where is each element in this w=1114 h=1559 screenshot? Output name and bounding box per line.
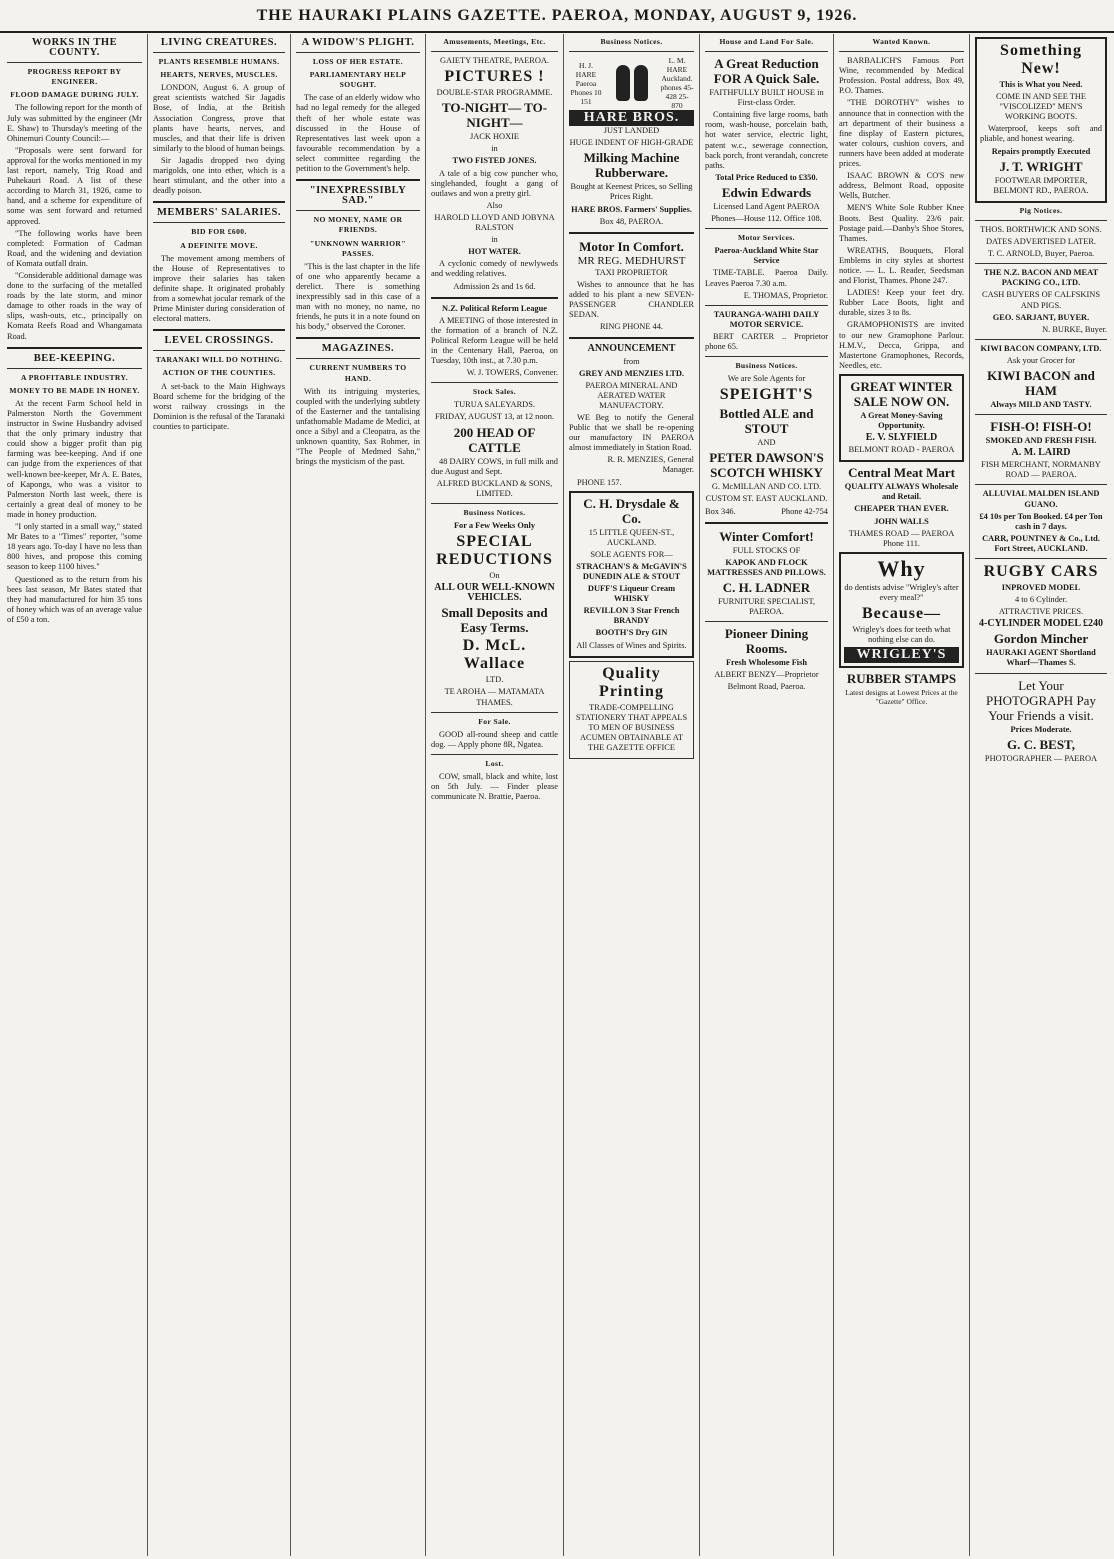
ad-text: Total Price Reduced to £350. [715, 172, 818, 182]
ad-text: KAPOK AND FLOCK MATTRESSES AND PILLOWS. [707, 557, 826, 577]
ad-text: LADIES! Keep your feet dry. Rubber Lace Boots, light and durable, sizes 3 to 8s. [839, 288, 964, 318]
ad-text: L. M. HARE Auckland. phones 45-428 25-870 [660, 56, 694, 111]
winter-sale-ad [839, 374, 964, 462]
ad-title: Small Deposits and Easy Terms. [441, 605, 548, 636]
ad-title: Paeroa-Auckland White Star Service [714, 246, 819, 266]
article-paragraph: The movement among members of the House of Representatives to improve their salaries has taken definite shape. It originated probably from a somewhat jocular remark of the Prime Minister during consideration of electoral matters. [153, 253, 285, 324]
ad-title: Bottled ALE and STOUT [719, 406, 814, 437]
columns [2, 34, 1112, 1556]
ad-text: COW, small, black and white, lost on 5th July. — Finder please communicate N. Brattie, Paeroa. [431, 772, 558, 802]
headline-level-crossings: LEVEL CROSSINGS. [164, 335, 274, 347]
ad-text: Bought at Keenest Prices, so Selling Prices Right. [570, 182, 693, 202]
ad-title: C. H. LADNER [722, 579, 811, 595]
ad-text: TRADE-COMPELLING STATIONERY THAT APPEALS TO MEN OF BUSINESS ACUMEN OBTAINABLE AT THE GAZETTE OFFICE [575, 702, 688, 753]
ad-title: Edwin Edwards [721, 184, 812, 200]
ad-text: N. BURKE, Buyer. [1042, 324, 1107, 334]
ad-text: GEO. SARJANT, BUYER. [992, 312, 1090, 322]
ad-title: TO-NIGHT— TO-NIGHT— [441, 100, 548, 131]
ad-text: TAXI PROPRIETOR [595, 267, 668, 277]
article-paragraph: "I only started in a small way," stated Mr Bates to a "Times" reporter, "some 18 years ago. To-day I have no less than 800 hives, and propose this coming season to keep 1100 hives." [7, 522, 142, 572]
section-header: Lost. [485, 758, 504, 768]
ad-text: LTD. [485, 675, 504, 685]
ad-title: Pioneer Dining Rooms. [724, 626, 809, 657]
headline-inexpressibly-sad: "INEXPRESSIBLY SAD." [309, 185, 407, 207]
ad-text: CUSTOM ST. EAST AUCKLAND. [705, 494, 828, 504]
article-paragraph: LONDON, August 6. A group of great scientists watched Sir Jagadis Bose, of India, at the British Association Congress, prove that plants have hearts, nerves, and muscles, and that their life is driven similarly to the blood of human beings. [153, 83, 285, 153]
ad-text: COME IN AND SEE THE "VISCOLIZED" MEN'S WORKING BOOTS. [995, 92, 1087, 122]
ad-title: PETER DAWSON'S SCOTCH WHISKY [709, 450, 824, 481]
column-6 [700, 34, 834, 1556]
ad-text: BERT CARTER .. Proprietor phone 65. [705, 331, 828, 351]
column-8 [970, 34, 1112, 1556]
subhead: MONEY TO BE MADE IN HONEY. [9, 385, 140, 395]
headline-magazines: MAGAZINES. [321, 343, 395, 355]
ad-text: TWO FISTED JONES. [452, 156, 537, 166]
hare-logo-icon [616, 60, 648, 106]
hare-bros-banner: HARE BROS. [569, 110, 694, 126]
ad-title: N.Z. Political Reform League [442, 303, 547, 313]
section-header: For Sale. [478, 716, 511, 726]
article-paragraph: A set-back to the Main Highways Board scheme for the bridging of the worst railway crossings in the Dominion is the refusal of the Taranaki counties to participate. [153, 381, 285, 431]
subhead: NO MONEY, NAME OR FRIENDS. [313, 215, 403, 235]
ad-text: Fresh Wholesome Fish [725, 658, 808, 668]
ad-title: Why [877, 555, 926, 581]
ad-text: FRIDAY, AUGUST 13, at 12 noon. [435, 412, 554, 422]
ad-text: HUGE INDENT OF HIGH-GRADE [569, 138, 694, 148]
headline-living-creatures: LIVING CREATURES. [160, 37, 278, 48]
ad-text: Waterproof, keeps soft and pliable, and honest wearing. [980, 124, 1102, 144]
ad-text: A cyclonic comedy of newlyweds and wedding relatives. [431, 259, 558, 279]
ad-text: TURUA SALEYARDS. [454, 400, 535, 410]
wrigleys-logo: WRIGLEY'S [844, 647, 959, 663]
article-paragraph: The case of an elderly widow who had no legal remedy for the alleged theft of her whole estate was discussed in the House of Representatives last week upon a favourable recommendation by a select committee regarding the petition to the Government's help. [296, 93, 420, 174]
headline-works: WORKS IN THE COUNTY. [31, 37, 118, 59]
ad-title: FISH-O! FISH-O! [990, 419, 1092, 435]
ad-text: CASH BUYERS OF CALFSKINS AND PIGS. [982, 290, 1100, 310]
ad-title: SPEIGHT'S [719, 386, 814, 404]
ad-title: Milking Machine Rubberware. [583, 150, 680, 181]
subhead: ACTION OF THE COUNTIES. [162, 368, 276, 378]
ad-text: Prices Moderate. [1010, 724, 1072, 734]
ad-text: THAMES ROAD — PAEROA Phone 111. [848, 528, 955, 548]
ad-text: KIWI BACON COMPANY, LTD. [980, 343, 1102, 353]
ad-title: PICTURES ! [444, 68, 545, 86]
ad-text: FAITHFULLY BUILT HOUSE in First-class Order. [709, 88, 824, 108]
ad-text: THE N.Z. BACON AND MEAT PACKING CO., LTD. [983, 268, 1099, 288]
subhead: TARANAKI WILL DO NOTHING. [155, 355, 283, 365]
section-header: Business Notices. [463, 507, 526, 517]
ad-text: WE Beg to notify the General Public that we shall be re-opening our manufactory IN PAEROA almost immediately in Station Road. [569, 412, 694, 453]
ad-title: RUBBER STAMPS [846, 671, 957, 687]
ad-text: JUST LANDED [603, 126, 660, 136]
ad-title: D. McL. Wallace [462, 637, 527, 673]
ad-text: 15 LITTLE QUEEN-ST., AUCKLAND. [588, 527, 675, 547]
ad-text: T. C. ARNOLD, Buyer, Paeroa. [987, 249, 1095, 259]
ad-title: 200 HEAD OF CATTLE [453, 424, 536, 455]
ad-title: A Great Reduction FOR A Quick Sale. [713, 56, 820, 87]
ad-text: INPROVED MODEL [1001, 583, 1081, 592]
article-paragraph: The following report for the month of July was submitted by the engineer (Mr E. Shaw) to Thursday's meeting of the Ohinemuri County Council:— [7, 103, 142, 143]
ad-title: J. T. WRIGHT [999, 158, 1083, 174]
ad-text: Wishes to announce that he has added to his plant a new SEVEN-PASSENGER CHANDLER SEDAN. [569, 279, 694, 320]
ad-text: THOS. BORTHWICK AND SONS. [980, 224, 1102, 234]
ad-text: CHEAPER THAN EVER. [854, 504, 949, 514]
ad-title: Quality Printing [599, 664, 664, 700]
column-2 [148, 34, 291, 1556]
ad-text: A tale of a big cow puncher who, singlehanded, fought a gang of outlaws and won a pretty girl. [431, 168, 558, 198]
ad-text: BARBALICH'S Famous Port Wine, recommended by Medical Profession. Postal address, Box 49, P.O. Thames. [839, 56, 964, 96]
section-header: Business Notices. [735, 361, 798, 371]
section-header: Stock Sales. [472, 387, 517, 397]
ad-text: All Classes of Wines and Spirits. [576, 640, 687, 650]
masthead: THE HAURAKI PLAINS GAZETTE. PAEROA, MONDAY, AUGUST 9, 1926. [256, 7, 858, 24]
ad-text: Box 346. [705, 506, 736, 516]
ad-text: For a Few Weeks Only [453, 521, 536, 530]
ad-text: We are Sole Agents for [727, 374, 806, 384]
column-5 [564, 34, 700, 1556]
article-paragraph: "This is the last chapter in the life of one who apparently became a derelict. There is something inexpressibly sad in this case of a man with no money, no name, no friends, he puts it in a note found on his body," observed the Coroner. [296, 261, 420, 332]
ad-text: ALBERT BENZY—Proprietor [714, 670, 819, 680]
article-paragraph: Questioned as to the return from his bees last season, Mr Bates stated that they had manufactured for him 35 tons of honey which was of an average value of £50 a ton. [7, 574, 142, 624]
ad-text: Ask your Grocer for [1006, 355, 1076, 365]
column-3 [291, 34, 426, 1556]
ad-title: ALLUVIAL MALDEN ISLAND GUANO. [982, 489, 1100, 509]
ad-title: Central Meat Mart [848, 465, 955, 481]
subhead: CURRENT NUMBERS TO HAND. [309, 363, 407, 383]
article-paragraph: "The following works have been completed: Formation of Cadman Road, and the widening and deviation of Komata outfall drain. [7, 228, 142, 268]
ad-text: MR REG. MEDHURST [577, 254, 686, 267]
ad-title: C. H. Drysdale & Co. [583, 495, 680, 526]
ad-text: 4-CYLINDER MODEL £240 [979, 618, 1103, 630]
ad-text: QUALITY ALWAYS Wholesale and Retail. [844, 482, 959, 502]
subhead: PARLIAMENTARY HELP SOUGHT. [309, 70, 407, 90]
ad-title: Because— [861, 605, 942, 623]
article-paragraph: Sir Jagadis dropped two dying marigolds, one into ether, which is a heart stimulant, and the other into a deadly poison. [153, 155, 285, 196]
ad-text: FULL STOCKS OF [732, 545, 801, 555]
article-paragraph: "Proposals were sent forward for approval for the works mentioned in my last report, namely, Trig Road and Puhekauri Road. A list of these according to March 31, 1926, came to hand, and a scheme for expenditure of some was sent forward and returned approved. [7, 145, 142, 226]
ad-text: HOT WATER. [468, 247, 521, 257]
ad-text: PHONE 157. [577, 477, 622, 487]
ad-text: £4 10s per Ton Booked. £4 per Ton cash in 7 days. [979, 511, 1103, 531]
subhead: PROGRESS REPORT BY ENGINEER. [27, 67, 122, 87]
masthead-rule [0, 31, 1114, 33]
ad-text: R. R. MENZIES, General Manager. [607, 455, 694, 475]
ad-text: This is What you Need. [999, 80, 1083, 89]
drysdale-ad [569, 491, 694, 658]
ad-title: Gordon Mincher [993, 631, 1089, 647]
ad-text: from [623, 356, 640, 366]
ad-text: JACK HOXIE [469, 132, 520, 142]
ad-text: ISAAC BROWN & CO'S new address, Belmont Road, opposite Wells, Butcher. [839, 171, 964, 201]
ad-text: ALL OUR WELL-KNOWN VEHICLES. [434, 582, 555, 604]
ad-text: DOUBLE-STAR PROGRAMME. [436, 88, 553, 98]
ad-text: JOHN WALLS [874, 516, 929, 526]
ad-text: Also [486, 200, 503, 210]
subhead: PLANTS RESEMBLE HUMANS. [158, 57, 280, 67]
wrigleys-ad [839, 552, 964, 668]
ad-title: SPECIAL REDUCTIONS [436, 533, 553, 569]
ad-text: CARR, POUNTNEY & Co., Ltd. Fort Street, AUCKLAND. [982, 533, 1100, 553]
ad-text: HARE BROS. Farmers' Supplies. [571, 204, 692, 214]
article-paragraph: "Considerable additional damage was done to the surfacing of the metalled roads by the late storm, and minor damage to other roads in the way of slips, wash-outs, etc., principally on Komata Reefs Road and Whangamata Road. [7, 270, 142, 341]
ad-text: GOOD all-round sheep and cattle dog. — Apply phone 8R, Ngatea. [431, 729, 558, 749]
ad-text: G. McMILLAN AND CO. LTD. [711, 482, 822, 492]
subhead: BID FOR £600. [191, 227, 247, 237]
ad-text: FOOTWEAR IMPORTER, BELMONT RD., PAEROA. [993, 175, 1089, 195]
section-header: Pig Notices. [1019, 205, 1063, 215]
ad-text: FURNITURE SPECIALIST, PAEROA. [717, 596, 816, 616]
section-header: Wanted Known. [872, 37, 931, 46]
ad-text: A MEETING of those interested in the formation of a branch of N.Z. Political Reform League will be held in the Centenary Hall, Paeroa, on Tuesday, 10th inst., at 7.30 p.m. [431, 315, 558, 366]
subhead: LOSS OF HER ESTATE. [312, 57, 404, 67]
section-header: Motor Services. [738, 233, 795, 243]
subhead: FLOOD DAMAGE DURING JULY. [10, 90, 139, 100]
ad-text: RING PHONE 44. [599, 322, 664, 332]
ad-text: FISH MERCHANT, NORMANBY ROAD — PAEROA. [981, 460, 1101, 480]
ad-text: HAURAKI AGENT Shortland Wharf—Thames S. [986, 648, 1096, 668]
ad-text: H. J. HARE Paeroa Phones 10 151 [570, 60, 602, 106]
ad-text: MEN'S White Sole Rubber Knee Boots. Best Quality. 23/6 pair. Postage paid.—Danby's Shoe Stores, Thames. [839, 203, 964, 243]
ad-text: Repairs promptly Executed [991, 146, 1091, 156]
ad-text: Licensed Land Agent PAEROA [713, 201, 820, 211]
ad-title: Something New! [1000, 42, 1082, 77]
ad-text: HAROLD LLOYD AND JOBYNA RALSTON [434, 212, 555, 233]
ad-text: W. J. TOWERS, Convener. [466, 368, 558, 378]
ad-text: E. V. SLYFIELD [865, 432, 938, 444]
ad-text: REVILLON 3 Star French BRANDY [583, 606, 680, 626]
ad-text: Belmont Road, Paeroa. [727, 682, 806, 692]
ad-text: BOOTH'S Dry GIN [595, 628, 668, 638]
ad-title: KIWI BACON and HAM [987, 367, 1095, 398]
ad-title: GREAT WINTER SALE NOW ON. [850, 378, 953, 409]
ad-text: in [491, 144, 498, 154]
subhead: HEARTS, NERVES, MUSCLES. [160, 70, 278, 80]
ad-text: A Great Money-Saving Opportunity. [860, 410, 943, 430]
ad-text: A. M. LAIRD [1011, 447, 1071, 459]
ad-text: do dentists advise "Wrigley's after every meal?" [844, 582, 959, 602]
ad-text: BELMONT ROAD - PAEROA [848, 445, 955, 455]
section-header: Business Notices. [600, 37, 663, 46]
ad-text: SMOKED AND FRESH FISH. [985, 436, 1097, 446]
article-paragraph: At the recent Farm School held in Palmerston North the Government instructor in Swine Husbandry advised that the only primary industry that could show a bigger profit than pig farming was bee-keeping. And if one can judge from the experiences of that well-known bee-keeper, Mr A. E. Bates, of Kapongs, who was a visitor to Palmerston North last week, there is certainly a great deal of money to be made in honey production. [7, 398, 142, 519]
headline-members-salaries: MEMBERS' SALARIES. [157, 207, 281, 219]
headline-widows-plight: A WIDOW'S PLIGHT. [301, 37, 415, 48]
ad-text: "THE DOROTHY" wishes to announce that in connection with the art department of their business a fine display of Eastern pictures, water colours, cushion covers, and runners have been added at moderate prices. [839, 98, 964, 169]
ad-text: Box 48, PAEROA. [599, 216, 664, 226]
ad-text: in [491, 235, 498, 245]
something-new-ad [975, 37, 1107, 203]
ad-text: AND [757, 438, 776, 448]
ad-text: SOLE AGENTS FOR— [590, 549, 673, 559]
ad-text: Latest designs at Lowest Prices at the "Gazette" Office. [845, 688, 958, 707]
ad-text: GRAMOPHONISTS are invited to our new Gramophone Parlour. H.M.V., Decca, Grippa, and Mastertone Gramophones, Records, Needles, etc. [839, 320, 964, 370]
ad-text: PAEROA MINERAL AND AERATED WATER MANUFACTORY. [585, 380, 678, 410]
headline-bee-keeping: BEE-KEEPING. [33, 352, 116, 364]
article-paragraph: With its intriguing mysteries, coupled with the underlying subtlety of the Easterner and the tantalising unfathomable Madame de Medici, at once a Sibyl and a Cleopatra, as the unknown quantity, Sax Rohmer, in "The People of Medmed Sahn," brings the mysticism of the past. [296, 386, 420, 467]
ad-text: Containing five large rooms, bath room, wash-house, porcelain bath, hot water service, electric light, patent w.c., sewerage connection, back porch, front verandah, concrete paths. [705, 110, 828, 170]
ad-text: ALFRED BUCKLAND & SONS, LIMITED. [436, 478, 553, 498]
ad-text: Phones—House 112. Office 108. [711, 214, 822, 224]
ad-title: RUGBY CARS [983, 563, 1099, 580]
ad-text: Phone 42-754 [781, 506, 828, 516]
ad-title: ANNOUNCEMENT [587, 343, 676, 355]
ad-text: Wrigley's does for teeth what nothing else can do. [852, 625, 951, 645]
ad-title: Motor In Comfort. [579, 238, 684, 254]
ad-text: PHOTOGRAPHER — PAEROA [984, 753, 1098, 763]
section-header: Amusements, Meetings, Etc. [443, 37, 546, 46]
ad-text: GREY AND MENZIES LTD. [578, 368, 685, 378]
ad-text: E. THOMAS, Proprietor. [743, 290, 828, 300]
ad-text: DUFF'S Liqueur Cream WHISKY [587, 584, 676, 604]
column-7 [834, 34, 970, 1556]
subhead: "UNKNOWN WARRIOR" PASSES. [310, 238, 406, 258]
ad-title: TAURANGA-WAIHI DAILY MOTOR SERVICE. [713, 309, 820, 329]
ad-text: DATES ADVERTISED LATER. [986, 237, 1096, 247]
column-4 [426, 34, 564, 1556]
subhead: A DEFINITE MOVE. [180, 240, 258, 250]
ad-title: Let Your PHOTOGRAPH Pay Your Friends a visit. [986, 677, 1096, 723]
ad-text: TE AROHA — MATAMATA THAMES. [444, 687, 545, 707]
ad-text: On [489, 571, 500, 581]
ad-text: Admission 2s and 1s 6d. [453, 281, 536, 291]
ad-text: ATTRACTIVE PRICES. [998, 607, 1084, 617]
ad-text: TIME-TABLE. Paeroa Daily. Leaves Paeroa 7.30 a.m. [705, 268, 828, 288]
column-1 [2, 34, 148, 1556]
ad-text: STRACHAN'S & McGAVIN'S DUNEDIN ALE & STOUT [576, 561, 687, 581]
ad-text: WREATHS, Bouquets, Floral Emblems in city styles at shortest notice. — L. L. Reader, Seedsman and Florist, Thames. Phone 247. [839, 245, 964, 286]
ad-title: Winter Comfort! [719, 528, 814, 544]
quality-printing-ad [569, 661, 694, 759]
ad-title: G. C. BEST, [1006, 736, 1076, 752]
ad-text: Always MILD AND TASTY. [990, 399, 1092, 409]
subhead: A PROFITABLE INDUSTRY. [20, 372, 129, 382]
section-header: House and Land For Sale. [719, 37, 814, 46]
ad-text: 48 DAIRY COWS, in full milk and due August and Sept. [431, 456, 558, 476]
ad-text: 4 to 6 Cylinder. [1014, 595, 1068, 605]
ad-text: GAIETY THEATRE, PAEROA. [439, 56, 550, 66]
